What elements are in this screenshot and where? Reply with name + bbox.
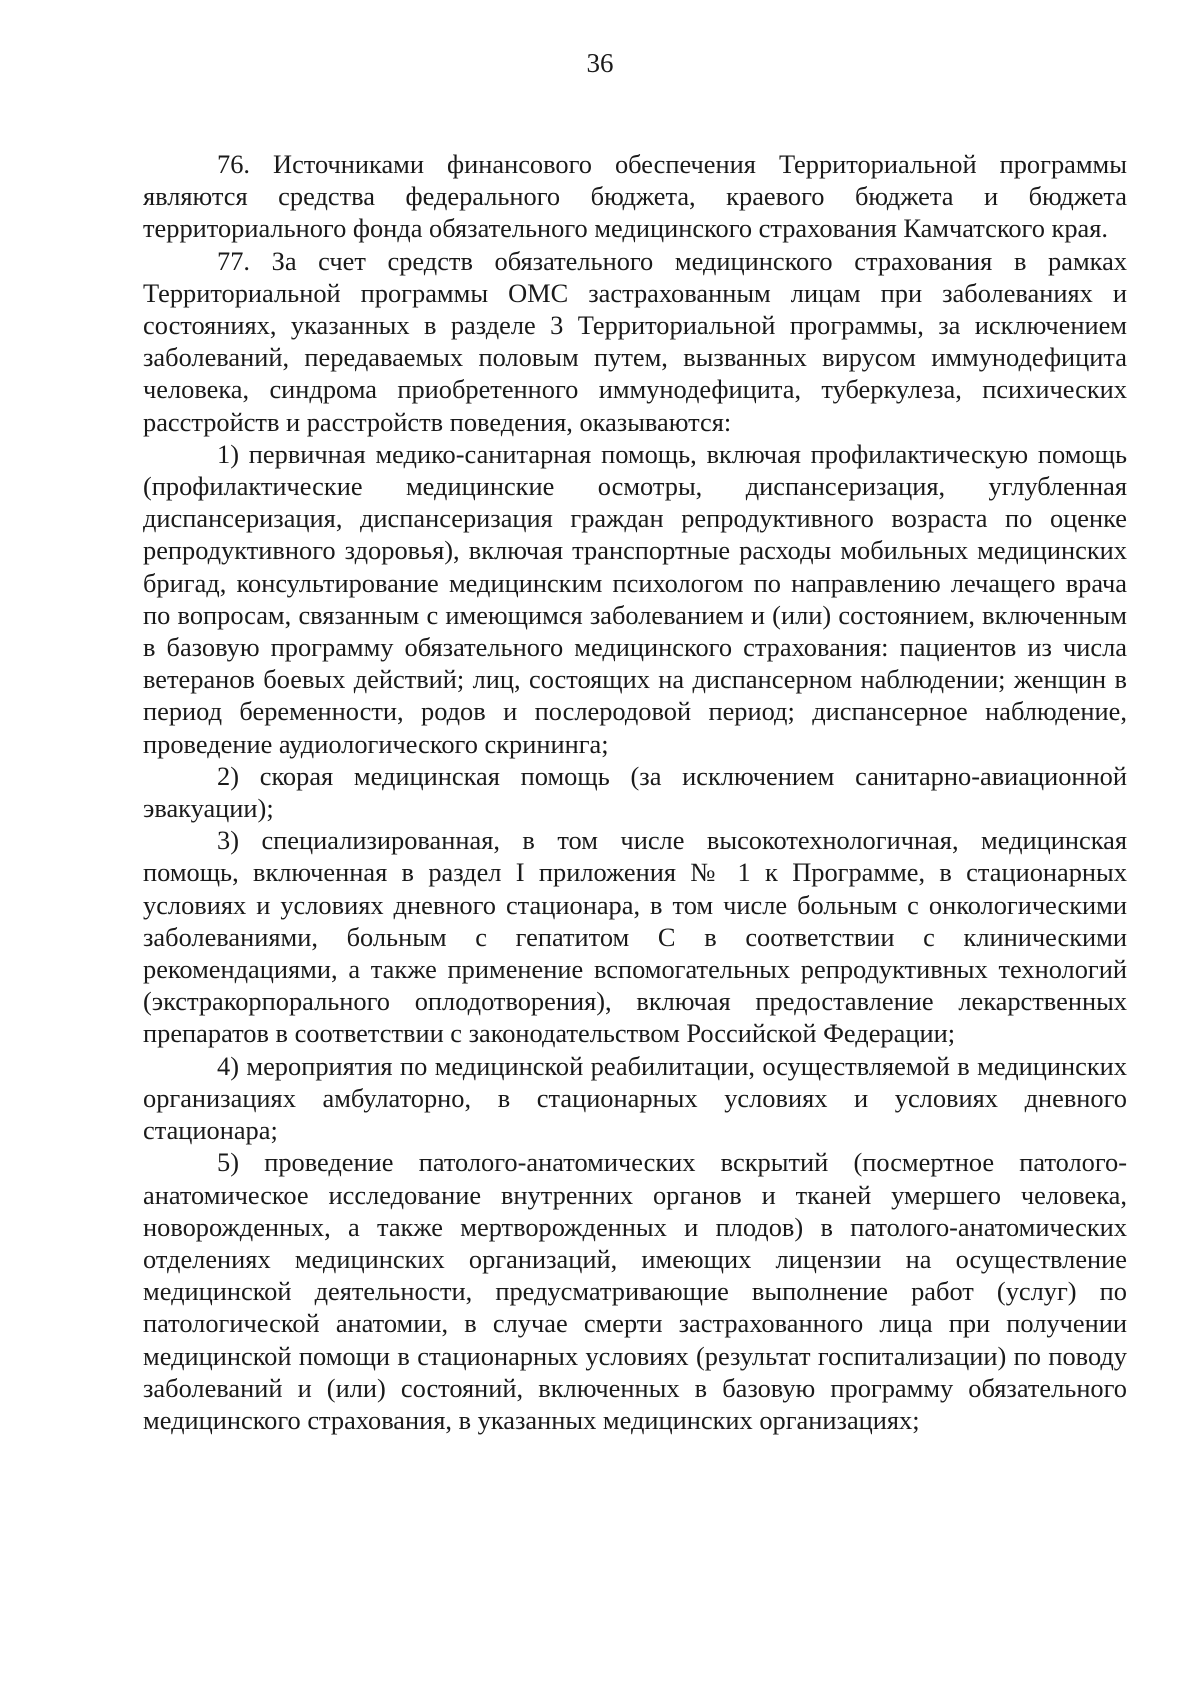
list-item-2-emergency-care: 2) скорая медицинская помощь (за исключением санитарно-авиационной эвакуации);	[143, 760, 1127, 824]
list-item-3-specialized-care: 3) специализированная, в том числе высокотехнологичная, медицинская помощь, включенная в раздел I приложения № 1 к Программе, в стационарных условиях и условиях дневного стационара, в том числе больным с онкологическими заболеваниями, больным с гепатитом С в соответствии с клиническими рекомендациями, а также применение вспомогательных репродуктивных технологий (экстракорпорального оплодотворения), включая предоставление лекарственных препаратов в соответствии с законодательством Российской Федерации;	[143, 825, 1127, 1049]
paragraph-77: 77. За счет средств обязательного медицинского страхования в рамках Территориальной программы ОМС застрахованным лицам при заболеваниях и состояниях, указанных в разделе 3 Территориальной программы, за исключением заболеваний, передаваемых половым путем, вызванных вирусом иммунодефицита человека, синдрома приобретенного иммунодефицита, туберкулеза, психических расстройств и расстройств поведения, оказываются:	[143, 245, 1127, 437]
list-item-4-rehabilitation: 4) мероприятия по медицинской реабилитации, осуществляемой в медицинских организациях амбулаторно, в стационарных условиях и условиях дневного стационара;	[143, 1050, 1127, 1146]
document-body	[143, 148, 1127, 1436]
list-item-1-primary-care: 1) первичная медико-санитарная помощь, включая профилактическую помощь (профилактические медицинские осмотры, диспансеризация, углубленная диспансеризация, диспансеризация граждан репродуктивного возраста по оценке репродуктивного здоровья), включая транспортные расходы мобильных медицинских бригад, консультирование медицинским психологом по направлению лечащего врача по вопросам, связанным с имеющимся заболеванием и (или) состоянием, включенным в базовую программу обязательного медицинского страхования: пациентов из числа ветеранов боевых действий; лиц, состоящих на диспансерном наблюдении; женщин в период беременности, родов и послеродовой период; диспансерное наблюдение, проведение аудиологического скрининга;	[143, 438, 1127, 759]
page-number: 36	[586, 48, 614, 78]
paragraph-76: 76. Источниками финансового обеспечения Территориальной программы являются средства федерального бюджета, краевого бюджета и бюджета территориального фонда обязательного медицинского страхования Камчатского края.	[143, 149, 1127, 244]
list-item-5-autopsies: 5) проведение патолого-анатомических вскрытий (посмертное патолого-анатомическое исследование внутренних органов и тканей умершего человека, новорожденных, а также мертворожденных и плодов) в патолого-анатомических отделениях медицинских организаций, имеющих лицензии на осуществление медицинской деятельности, предусматривающие выполнение работ (услуг) по патологической анатомии, в случае смерти застрахованного лица при получении медицинской помощи в стационарных условиях (результат госпитализации) по поводу заболеваний и (или) состояний, включенных в базовую программу обязательного медицинского страхования, в указанных медицинских организациях;	[143, 1147, 1127, 1435]
